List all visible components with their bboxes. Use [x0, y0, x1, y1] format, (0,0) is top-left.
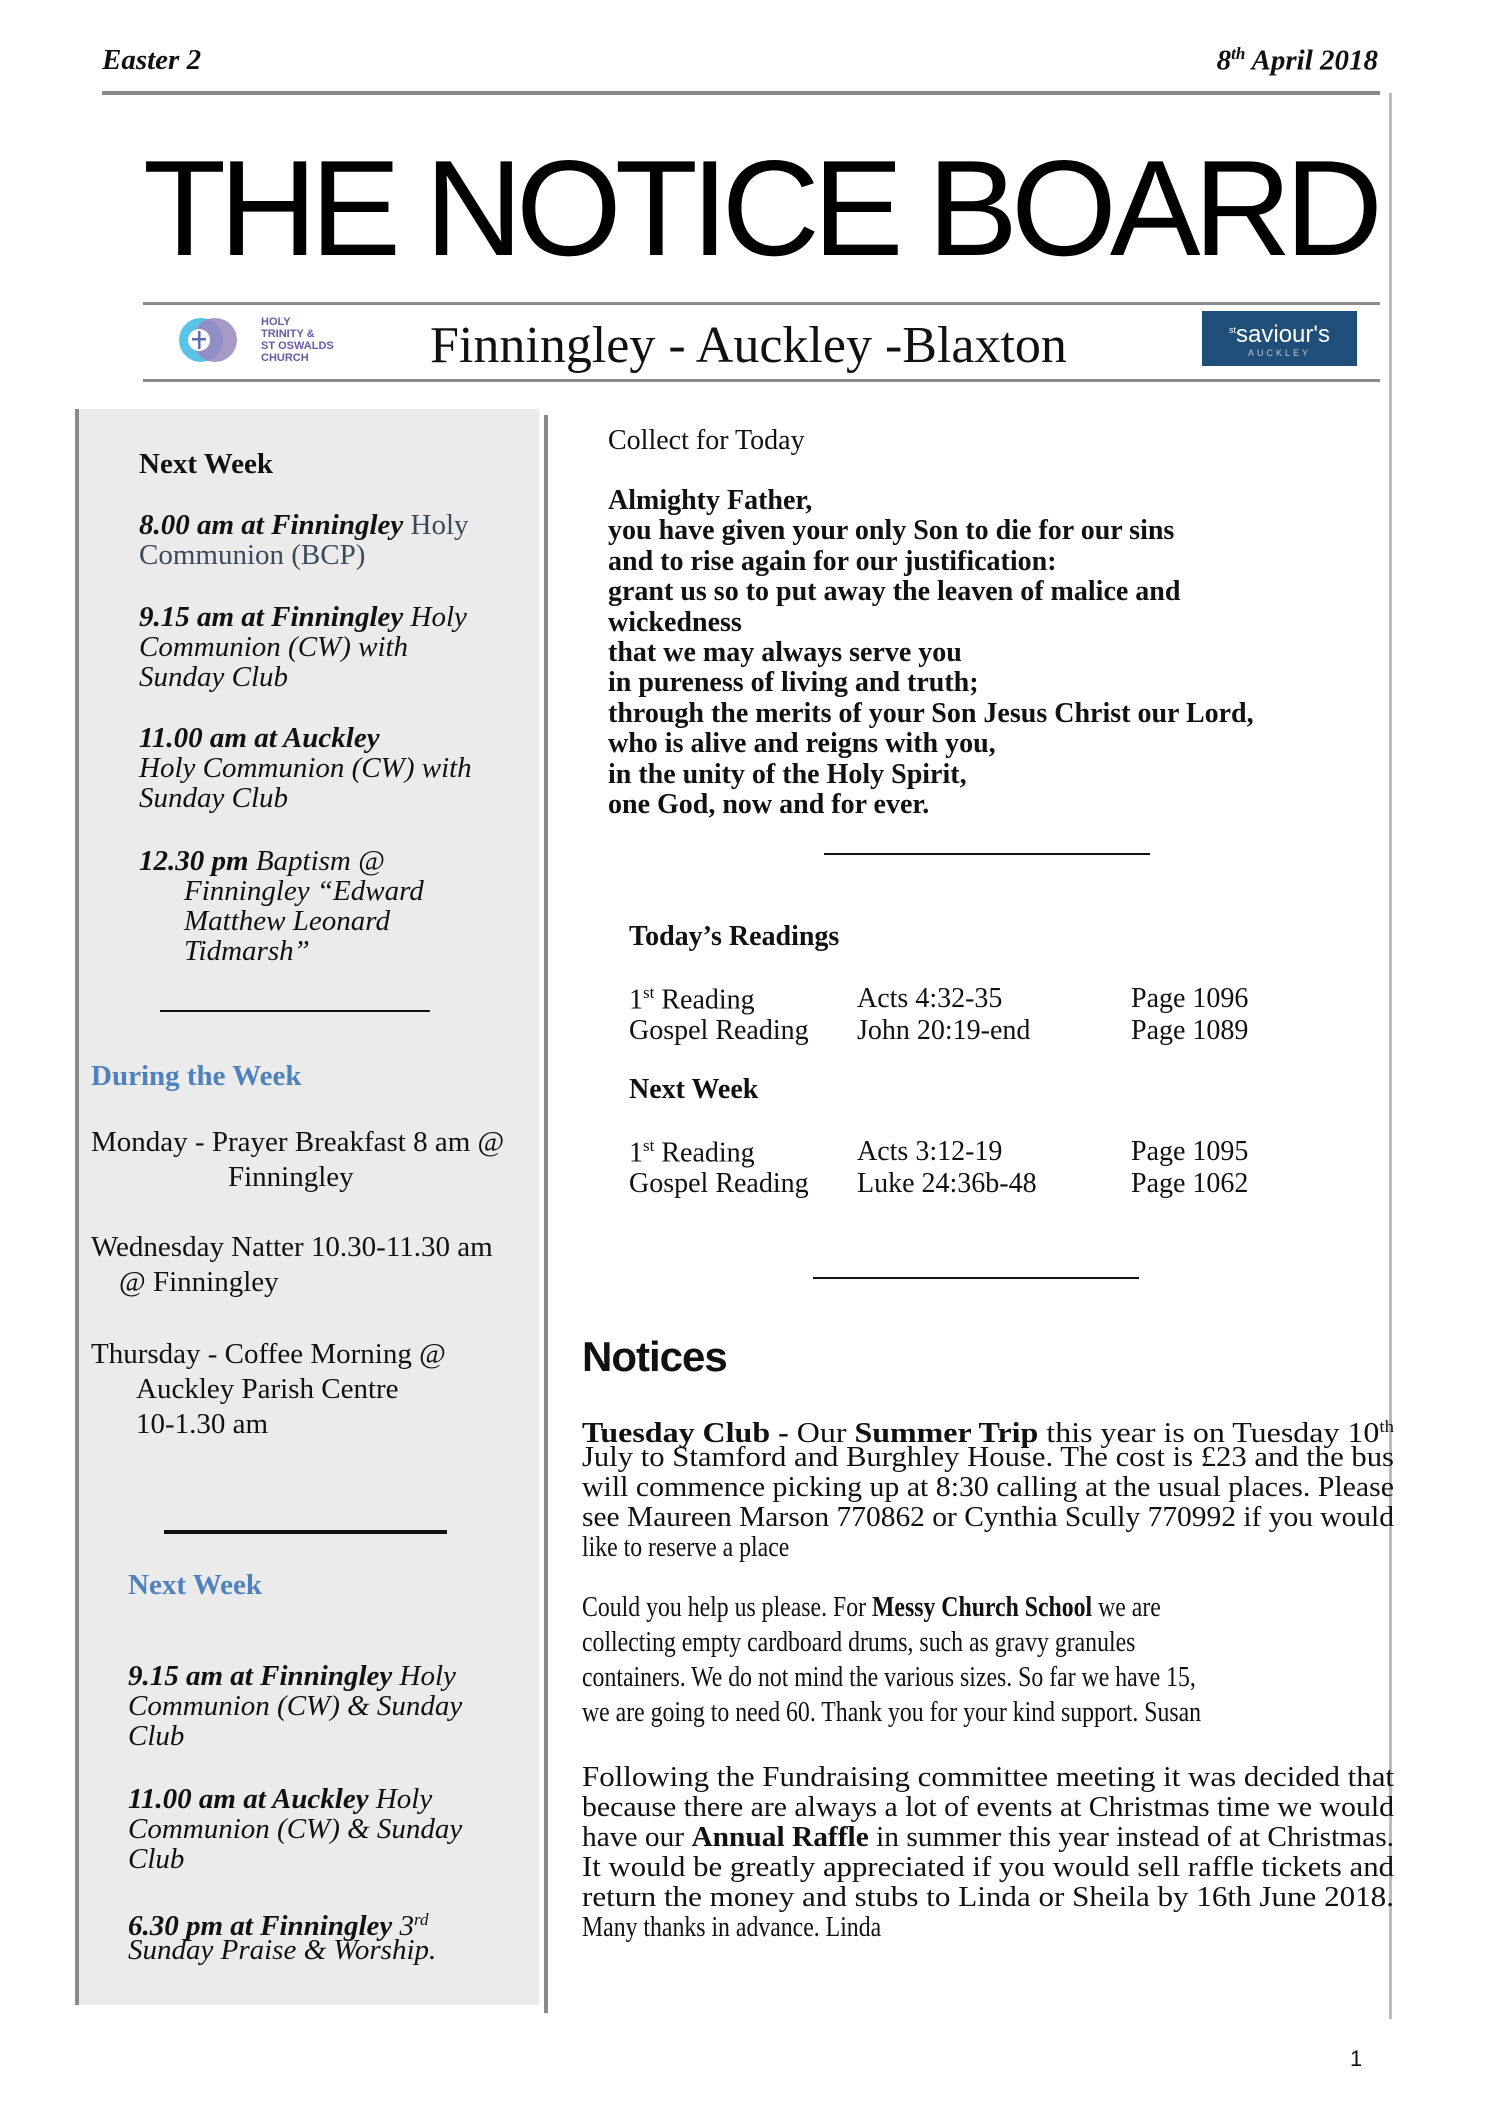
text-line [128, 1844, 462, 1874]
reading-label: 1st Reading [629, 1136, 755, 1169]
prayer-line: one God, now and for ever. [608, 789, 930, 821]
column-divider [544, 415, 548, 2013]
text-run: containers. We do not mind the various sizes. So far we have 15, [582, 1661, 1196, 1693]
date-day: 8 [1216, 44, 1232, 77]
text-line [128, 1905, 436, 1942]
text-line [139, 602, 467, 632]
notice-line [582, 1852, 1394, 1882]
st-saviours-logo [1202, 311, 1357, 366]
reading-label: 1st Reading [629, 983, 755, 1016]
text-line [91, 1407, 446, 1442]
week-label: Easter 2 [102, 44, 202, 76]
readings-divider [813, 1277, 1139, 1279]
prayer-line: that we may always serve you [608, 637, 962, 669]
sidebar-thick-divider [164, 1530, 447, 1534]
text-run: 11.00 am at Auckley [128, 1783, 369, 1815]
text-run: 12.30 pm [139, 845, 249, 877]
text-run: return the money and stubs to Linda or Sheila by 16th June 2018. [582, 1881, 1394, 1913]
prayer-line: Almighty Father, [608, 485, 813, 516]
text-run: Monday - Prayer Breakfast 8 am @ [91, 1126, 505, 1158]
weekday-event [91, 1230, 493, 1300]
text-run: Wednesday Natter 10.30-11.30 am [91, 1231, 493, 1263]
text-run: 11.00 am at Auckley [139, 722, 380, 754]
next-week-heading-2: Next Week [128, 1569, 262, 1601]
text-line [139, 540, 469, 570]
text-line [139, 632, 467, 662]
text-run: Following the Fundraising committee meeting it was decided that [582, 1761, 1394, 1793]
issue-date [1217, 44, 1378, 78]
prayer-line: grant us so to put away the leaven of malice and [608, 576, 1181, 608]
text-run: because there are always a lot of events at Christmas time we would [582, 1791, 1394, 1823]
reading-reference: Luke 24:36b-48 [857, 1168, 1037, 1199]
next-week-heading: Next Week [139, 448, 273, 480]
text-line [139, 753, 472, 783]
text-run: have our [582, 1821, 692, 1853]
text-run: 10-1.30 am [136, 1408, 269, 1440]
notice-line [582, 1792, 1394, 1822]
text-run: Club [128, 1720, 185, 1752]
text-line [128, 1784, 462, 1814]
text-run: @ Finningley [119, 1266, 279, 1298]
text-run: Finningley “Edward [184, 875, 424, 907]
notice-line [582, 1502, 1394, 1532]
text-run: Auckley Parish Centre [136, 1373, 399, 1405]
text-line [139, 510, 469, 540]
text-run: rd [414, 1910, 429, 1929]
text-run: 6.30 pm at Finningley [128, 1910, 393, 1942]
text-line [139, 783, 472, 813]
text-run: Holy [403, 509, 469, 541]
reading-label: Gospel Reading [629, 1168, 809, 1199]
notice-annual-raffle [582, 1762, 1394, 1942]
text-line [128, 1814, 462, 1844]
text-run: Club [128, 1843, 185, 1875]
reading-reference: John 20:19-end [857, 1015, 1031, 1046]
text-line [139, 662, 467, 692]
text-run: collecting empty cardboard drums, such as gravy granules [582, 1626, 1136, 1658]
service-item [139, 723, 472, 813]
text-run: in summer this year instead of at Christmas. [868, 1821, 1394, 1853]
text-line [139, 936, 424, 966]
reading-page: Page 1089 [1131, 1015, 1249, 1046]
text-line [91, 1372, 446, 1407]
text-line [139, 876, 424, 906]
logo-name: saviour's [1236, 321, 1330, 348]
logo-line: TRINITY & [261, 328, 315, 340]
text-run: 8.00 am at Finningley [139, 509, 404, 541]
text-run: Holy Communion (CW) with [139, 752, 472, 784]
prayer-line: and to rise again for our justification: [608, 545, 1057, 577]
reading-page: Page 1095 [1131, 1136, 1249, 1167]
text-line [139, 846, 424, 876]
text-line [91, 1160, 504, 1195]
logo-sub: AUCKLEY [1247, 348, 1312, 358]
service-item [128, 1661, 462, 1751]
page-title: THE NOTICE BOARD [143, 132, 1376, 284]
text-run: Annual Raffle [691, 1821, 869, 1853]
reading-reference: Acts 4:32-35 [857, 983, 1003, 1014]
during-week-heading: During the Week [91, 1060, 302, 1092]
logo-line: ST OSWALDS [261, 340, 334, 352]
text-run: Summer Trip [854, 1417, 1039, 1449]
text-run: Messy Church School [871, 1591, 1093, 1623]
prayer-line: in the unity of the Holy Spirit, [608, 758, 967, 790]
notice-line [582, 1412, 1394, 1449]
text-run: th [1379, 1417, 1394, 1436]
text-run: Communion (CW) with [139, 631, 409, 663]
weekday-event [91, 1125, 504, 1195]
text-run: Holy [392, 1660, 456, 1692]
collect-prayer [608, 486, 1254, 820]
text-run: Thursday - Coffee Morning @ [91, 1338, 446, 1370]
text-line [128, 1661, 462, 1691]
service-item [139, 510, 469, 570]
text-run: Tuesday Club - [582, 1417, 797, 1449]
header-rule [102, 91, 1380, 95]
logo-st: st [1229, 325, 1237, 335]
date-month-year: April 2018 [1245, 44, 1378, 77]
notice-messy-church [582, 1590, 1394, 1730]
text-line [91, 1125, 504, 1160]
text-line [128, 1691, 462, 1721]
text-run: Could you help us please. For [582, 1591, 872, 1623]
banner-top-rule [143, 302, 1380, 305]
reading-page: Page 1062 [1131, 1168, 1249, 1199]
text-line [139, 723, 472, 753]
notice-line [582, 1660, 1394, 1695]
next-week-readings-heading: Next Week [629, 1074, 759, 1105]
notice-line [582, 1695, 1394, 1730]
reading-page: Page 1096 [1131, 983, 1249, 1014]
logo-line: HOLY [261, 316, 291, 328]
text-run: this year is on Tuesday 10 [1038, 1417, 1380, 1449]
text-run: Holy [403, 601, 467, 633]
notice-line [582, 1532, 1394, 1562]
todays-readings-heading: Today’s Readings [629, 921, 840, 952]
text-run: Matthew Leonard [184, 905, 390, 937]
text-line [128, 1721, 462, 1751]
right-margin-line [1389, 93, 1392, 2019]
text-run: Sunday Club [139, 782, 289, 814]
text-run: Sunday Club [139, 661, 289, 693]
text-run: we are [1092, 1591, 1161, 1623]
service-item [128, 1905, 436, 1965]
notice-line [582, 1762, 1394, 1792]
weekday-event [91, 1337, 446, 1442]
notice-line [582, 1472, 1394, 1502]
text-run: July to Stamford and Burghley House. The cost is £23 and the bus [582, 1441, 1394, 1473]
holy-trinity-logo [175, 314, 355, 366]
text-run: It would be greatly appreciated if you would sell raffle tickets and [582, 1851, 1394, 1883]
notice-line [582, 1882, 1394, 1912]
prayer-line: through the merits of your Son Jesus Christ our Lord, [608, 697, 1254, 729]
text-run: 9.15 am at Finningley [128, 1660, 393, 1692]
text-run: Our [796, 1417, 855, 1449]
text-run: Holy [368, 1783, 433, 1815]
text-line [128, 1935, 436, 1965]
notice-line [582, 1442, 1394, 1472]
text-run: Many thanks in advance. Linda [582, 1911, 882, 1943]
text-run: Communion (CW) & Sunday [128, 1813, 463, 1845]
prayer-line: you have given your only Son to die for our sins [608, 515, 1175, 547]
notice-line [582, 1590, 1394, 1625]
reading-reference: Acts 3:12-19 [857, 1136, 1003, 1167]
collect-heading: Collect for Today [608, 425, 805, 456]
date-suffix: th [1231, 44, 1246, 63]
text-run: Tidmarsh” [184, 935, 310, 967]
church-cross-icon [175, 314, 245, 366]
text-line [91, 1265, 493, 1300]
text-run: 3 [392, 1910, 415, 1942]
text-line [139, 906, 424, 936]
notice-line [582, 1822, 1394, 1852]
prayer-line: in pureness of living and truth; [608, 667, 979, 699]
notice-line [582, 1912, 1394, 1942]
logo-line: CHURCH [261, 352, 309, 364]
text-line [91, 1337, 446, 1372]
notice-line [582, 1625, 1394, 1660]
text-run: Sunday Praise & Worship. [128, 1934, 437, 1966]
text-run: we are going to need 60. Thank you for your kind support. Susan [582, 1696, 1202, 1728]
text-run: Communion (CW) & Sunday [128, 1690, 463, 1722]
text-line [91, 1230, 493, 1265]
text-run: will commence picking up at 8:30 calling at the usual places. Please [582, 1471, 1394, 1503]
notices-heading: Notices [582, 1333, 727, 1380]
holy-trinity-logo-text [261, 316, 334, 364]
text-run: Finningley [228, 1161, 354, 1193]
prayer-line: who is alive and reigns with you, [608, 728, 996, 760]
notice-tuesday-club [582, 1412, 1394, 1562]
service-item [139, 602, 467, 692]
banner-bottom-rule [143, 379, 1380, 382]
service-item [139, 846, 424, 966]
service-item [128, 1784, 462, 1874]
text-run: Baptism @ [248, 845, 385, 877]
text-run: Communion (BCP) [139, 539, 366, 571]
text-run: like to reserve a place [582, 1531, 790, 1563]
text-run: 9.15 am at Finningley [139, 601, 404, 633]
reading-label: Gospel Reading [629, 1015, 809, 1046]
collect-divider [824, 853, 1150, 855]
prayer-line: wickedness [608, 606, 742, 638]
parish-subtitle: Finningley - Auckley -Blaxton [430, 317, 1067, 374]
page-number: 1 [1350, 2046, 1363, 2071]
text-run: see Maureen Marson 770862 or Cynthia Scully 770992 if you would [582, 1501, 1394, 1533]
sidebar-divider [160, 1010, 430, 1012]
